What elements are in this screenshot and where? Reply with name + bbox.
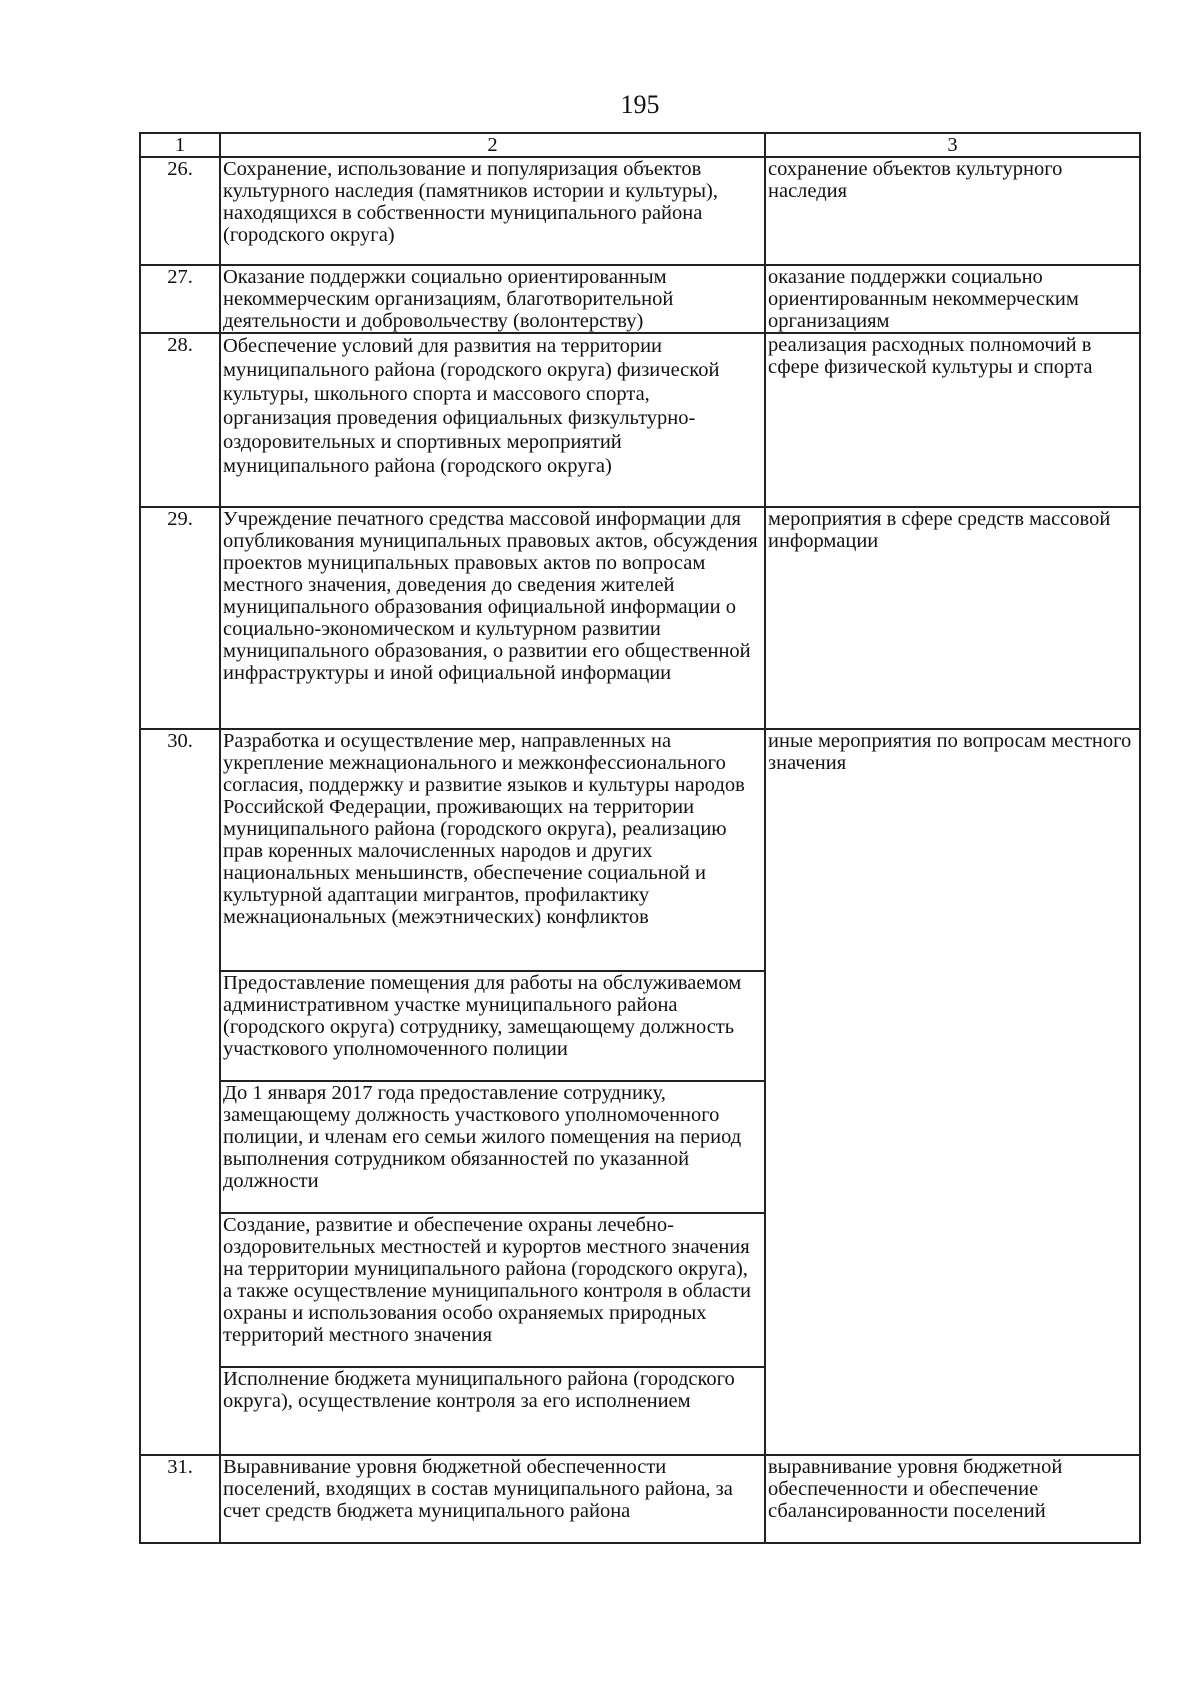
header-col-3: 3 (765, 133, 1140, 157)
row-description-part-4: Создание, развитие и обеспечение охраны лечебно-оздоровительных местностей и курортов местного значения на территории муниципального района (городского округа), а также осуществление муниципального контроля в области охраны и использования особо охраняемых природных территорий местного значения (220, 1213, 765, 1367)
page-number: 195 (620, 90, 660, 119)
row-description-part-5: Исполнение бюджета муниципального района (городского округа), осуществление контроля за его исполнением (220, 1367, 765, 1455)
row-description-part-2: Предоставление помещения для работы на обслуживаемом административном участке муниципального района (городского округа) сотруднику, замещающему должность участкового уполномоченного полиции (220, 971, 765, 1081)
table-header-row (140, 133, 1140, 157)
row-description: Оказание поддержки социально ориентированным некоммерческим организациям, благотворительной деятельности и добровольчеству (волонтерству) (220, 265, 765, 333)
header-col-2: 2 (220, 133, 765, 157)
table-row (140, 333, 1140, 507)
row-number: 29. (140, 507, 220, 729)
row-category: оказание поддержки социально ориентированным некоммерческим организациям (765, 265, 1140, 333)
row-description-part-3: До 1 января 2017 года предоставление сотруднику, замещающему должность участкового уполномоченного полиции, и членам его семьи жилого помещения на период выполнения сотрудником обязанностей по указанной должности (220, 1081, 765, 1213)
row-category: выравнивание уровня бюджетной обеспеченности и обеспечение сбалансированности поселений (765, 1455, 1140, 1543)
row-description: Учреждение печатного средства массовой информации для опубликования муниципальных правовых актов, обсуждения проектов муниципальных правовых актов по вопросам местного значения, доведения до сведения жителей муниципального образования официальной информации о социально-экономическом и культурном развитии муниципального образования, о развитии его общественной инфраструктуры и иной официальной информации (220, 507, 765, 729)
table-row (140, 265, 1140, 333)
table-row (140, 157, 1140, 265)
header-col-1: 1 (140, 133, 220, 157)
table-row (140, 1455, 1140, 1543)
expense-table (139, 132, 1141, 1544)
table-row (140, 729, 1140, 971)
row-number: 26. (140, 157, 220, 265)
table-row (140, 507, 1140, 729)
row-number: 28. (140, 333, 220, 507)
row-number: 31. (140, 1455, 220, 1543)
row-number: 30. (140, 729, 220, 1455)
row-description: Обеспечение условий для развития на территории муниципального района (городского округа) физической культуры, школьного спорта и массового спорта, организация проведения официальных физкультурно-оздоровительных и спортивных мероприятий муниципального района (городского округа) (220, 333, 765, 507)
row-category: реализация расходных полномочий в сфере физической культуры и спорта (765, 333, 1140, 507)
row-description-part-1: Разработка и осуществление мер, направленных на укрепление межнационального и межконфессионального согласия, поддержку и развитие языков и культуры народов Российской Федерации, проживающих на территории муниципального района (городского округа), реализацию прав коренных малочисленных народов и других национальных меньшинств, обеспечение социальной и культурной адаптации мигрантов, профилактику межнациональных (межэтнических) конфликтов (220, 729, 765, 971)
row-description: Выравнивание уровня бюджетной обеспеченности поселений, входящих в состав муниципального района, за счет средств бюджета муниципального района (220, 1455, 765, 1543)
row-description: Сохранение, использование и популяризация объектов культурного наследия (памятников истории и культуры), находящихся в собственности муниципального района (городского округа) (220, 157, 765, 265)
row-category: мероприятия в сфере средств массовой информации (765, 507, 1140, 729)
row-number: 27. (140, 265, 220, 333)
row-category: иные мероприятия по вопросам местного значения (765, 729, 1140, 1455)
row-category: сохранение объектов культурного наследия (765, 157, 1140, 265)
